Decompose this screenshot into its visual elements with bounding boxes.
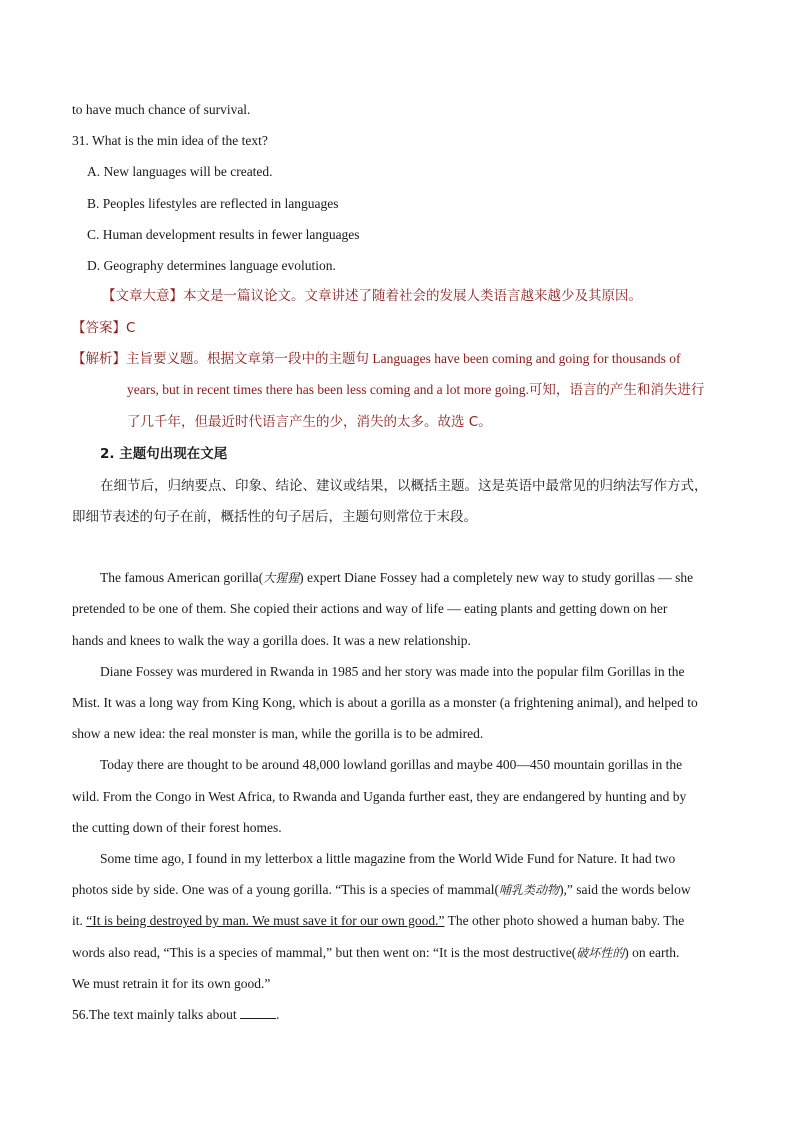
passage-text: ) on earth. xyxy=(624,945,680,960)
passage-p1-line-1 xyxy=(100,568,693,588)
article-summary: 【文章大意】本文是一篇议论文。文章讲述了随着社会的发展人类语言越来越少及其原因。 xyxy=(102,288,642,304)
passage-p4-line-3 xyxy=(72,911,684,931)
option-a: A. New languages will be created. xyxy=(87,164,273,179)
passage-p1-line-2: pretended to be one of them. She copied their actions and way of life — eating plants and getting down on her xyxy=(72,601,668,616)
option-c: C. Human development results in fewer languages xyxy=(87,227,360,242)
passage-p1-line-3: hands and knees to walk the way a gorilla does. It was a new relationship. xyxy=(72,633,471,648)
passage-text: ) expert Diane Fossey had a completely new way to study gorillas — she xyxy=(299,570,694,585)
question-31: 31. What is the min idea of the text? xyxy=(72,133,268,148)
option-b: B. Peoples lifestyles are reflected in languages xyxy=(87,196,339,211)
answer-blank[interactable] xyxy=(240,1006,276,1019)
passage-p4-line-2 xyxy=(72,880,691,900)
analysis-line-3: 了几千年，但最近时代语言产生的少，消失的太多。故选 C。 xyxy=(127,414,492,430)
passage-text: words also read, “This is a species of mammal,” but then went on: “It is the most destructive( xyxy=(72,945,577,960)
analysis-line-1 xyxy=(72,349,681,369)
passage-p2-line-2: Mist. It was a long way from King Kong, which is about a gorilla as a monster (a frightening animal), and helped to xyxy=(72,695,698,710)
option-d: D. Geography determines language evolution. xyxy=(87,258,336,273)
gloss-gorilla: 大猩猩 xyxy=(263,571,300,585)
question-56 xyxy=(72,1005,279,1025)
passage-p3-line-3: the cutting down of their forest homes. xyxy=(72,820,282,835)
passage-text: it. xyxy=(72,913,87,928)
passage-text: The other photo showed a human baby. The xyxy=(444,913,685,928)
question-56-end: . xyxy=(275,1007,280,1022)
passage-p4-line-5: We must retrain it for its own good.” xyxy=(72,976,271,991)
passage-text: photos side by side. One was of a young gorilla. “This is a species of mammal( xyxy=(72,882,500,897)
passage-text: ),” said the words below xyxy=(559,882,691,897)
analysis-line-2: years, but in recent times there has been less coming and a lot more going.可知，语言的产生和消失进行 xyxy=(127,382,705,397)
question-56-text: 56.The text mainly talks about xyxy=(72,1007,240,1022)
analysis-text-1: 主旨要义题。根据文章第一段中的主题句 Languages have been coming and going for thousands of xyxy=(126,351,681,366)
analysis-label: 【解析】 xyxy=(72,351,126,367)
gloss-destructive: 破坏性的 xyxy=(576,946,625,960)
gloss-mammal: 哺乳类动物 xyxy=(499,883,560,897)
underlined-topic-sentence: “It is being destroyed by man. We must save it for our own good.” xyxy=(86,913,445,928)
section-intro-2: 即细节表述的句子在前，概括性的句子居后，主题句则常位于末段。 xyxy=(72,509,477,525)
previous-passage-tail: to have much chance of survival. xyxy=(72,102,251,117)
answer-label: 【答案】C xyxy=(72,320,136,336)
passage-text: The famous American gorilla( xyxy=(100,570,264,585)
passage-p2-line-3: show a new idea: the real monster is man, while the gorilla is to be admired. xyxy=(72,726,484,741)
passage-p2-line-1: Diane Fossey was murdered in Rwanda in 1985 and her story was made into the popular film Gorillas in the xyxy=(100,664,685,679)
passage-p3-line-2: wild. From the Congo in West Africa, to Rwanda and Uganda further east, they are endangered by hunting and by xyxy=(72,789,687,804)
passage-p4-line-1: Some time ago, I found in my letterbox a little magazine from the World Wide Fund for Nature. It had two xyxy=(100,851,676,866)
passage-p4-line-4 xyxy=(72,943,679,963)
section-intro-1: 在细节后，归纳要点、印象、结论、建议或结果，以概括主题。这是英语中最常见的归纳法写作方式， xyxy=(100,478,708,494)
passage-p3-line-1: Today there are thought to be around 48,000 lowland gorillas and maybe 400—450 mountain gorillas in the xyxy=(100,757,683,772)
section-heading: 2. 主题句出现在文尾 xyxy=(100,446,228,462)
